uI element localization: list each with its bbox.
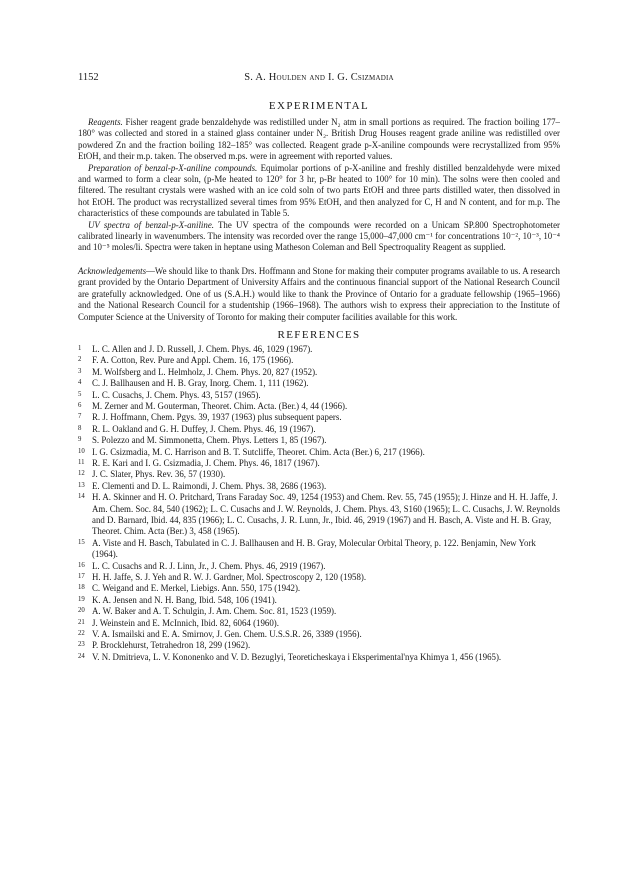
reference-text: I. G. Csizmadia, M. C. Harrison and B. T. Sutcliffe, Theoret. Chim. Acta (Ber.) 6, 217 (1966). xyxy=(92,446,425,457)
reference-item xyxy=(78,390,560,401)
reference-item xyxy=(78,447,560,458)
reference-text: K. A. Jensen and N. H. Bang, Ibid. 548, 106 (1941). xyxy=(92,594,277,605)
reference-text: J. C. Slater, Phys. Rev. 36, 57 (1930). xyxy=(92,469,226,480)
reference-item xyxy=(78,652,560,663)
paragraph-text: Fisher reagent grade benzaldehyde was redistilled under N₂ atm in small portions as required. The fraction boiling 177–180° was collected and stored in a stained glass container under N₂. British Drug Houses reagent grade aniline was redistilled over powdered Zn and the fraction boiling 182–185° was collected. Reagent grade p-X-aniline compounds were recrystallized from 95% EtOH, and their m.p. taken. The observed m.ps. were in agreement with reported values. xyxy=(78,117,560,162)
reference-number: 10 xyxy=(78,447,85,455)
reference-item xyxy=(78,378,560,389)
reference-list xyxy=(78,344,560,663)
reference-item xyxy=(78,538,560,561)
reference-text: L. C. Cusachs, J. Chem. Phys. 43, 5157 (1965). xyxy=(92,389,261,400)
reference-text: V. A. Ismailski and E. A. Smirnov, J. Gen. Chem. U.S.S.R. 26, 3389 (1956). xyxy=(92,629,362,640)
reference-item xyxy=(78,367,560,378)
reference-text: H. H. Jaffe, S. J. Yeh and R. W. J. Gardner, Mol. Spectroscopy 2, 120 (1958). xyxy=(92,572,367,583)
reference-text: V. N. Dmitrieva, L. V. Kononenko and V. D. Bezuglyi, Teoreticheskaya i Eksperimental'nya Khimya 1, 456 (1965). xyxy=(92,651,502,662)
reference-number: 2 xyxy=(78,356,82,364)
reference-item xyxy=(78,401,560,412)
reference-text: E. Clementi and D. L. Raimondi, J. Chem. Phys. 38, 2686 (1963). xyxy=(92,480,327,491)
reference-number: 23 xyxy=(78,641,85,649)
reference-number: 19 xyxy=(78,595,85,603)
experimental-section xyxy=(78,117,560,254)
paragraph-text: The UV spectra of the compounds were recorded on a Unicam SP.800 Spectrophotometer calibrated linearly in wavenumbers. The intensity was recorded over the range 15,000–47,000 cm⁻¹ for concentrations 10⁻², 10⁻³, 10⁻⁴ and 10⁻⁵ moles/li. Spectra were taken in heptane using Matheson Coleman and Bell Spectroquality Reagent as supplied. xyxy=(78,219,560,253)
page xyxy=(78,72,560,663)
reference-item xyxy=(78,595,560,606)
reference-item xyxy=(78,424,560,435)
reference-number: 16 xyxy=(78,561,85,569)
reference-text: H. A. Skinner and H. O. Pritchard, Trans Faraday Soc. 49, 1254 (1953) and Chem. Rev. 55, 745 (1955); J. Hinze and H. H. Jaffe, J. Am. Chem. Soc. 84, 540 (1962); L. C. Cusachs and J. W. Reynolds, J. Chem. Phys. 43, S160 (1965); L. C. Cusachs, J. W. Reynolds and D. Barnard, Ibid. 44, 835 (1966); L. C. Cusachs, J. R. Lunn, Jr., Ibid. 46, 2919 (1967) and H. Basch, A. Viste and H. B. Gray, Theoret. Chim. Acta (Ber.) 3, 458 (1965). xyxy=(92,492,560,537)
reference-text: C. J. Ballhausen and H. B. Gray, Inorg. Chem. 1, 111 (1962). xyxy=(92,378,309,389)
paragraph-text: Equimolar portions of p-X-aniline and freshly distilled benzaldehyde were mixed and warmed to form a clear soln, (p-Me heated to 120° for 3 hr, p-Br heated to 100° for 10 min). The solns were then cooled and filtered. The resultant crystals were washed with an ice cold soln of two parts EtOH and three parts distilled water, then dissolved in hot EtOH. The product was recrystallized several times from 95% EtOH, and then analyzed for C, H and N content, and for m.p. The characteristics of these compounds are tabulated in Table 5. xyxy=(78,162,561,219)
acknowledgements-lead: Acknowledgements xyxy=(78,265,147,276)
reference-item xyxy=(78,412,560,423)
reference-number: 4 xyxy=(78,379,82,387)
reference-text: L. C. Allen and J. D. Russell, J. Chem. Phys. 46, 1029 (1967). xyxy=(92,343,313,354)
section-heading-experimental: EXPERIMENTAL xyxy=(268,100,370,112)
reference-number: 12 xyxy=(78,470,85,478)
paragraph-preparation xyxy=(78,163,560,220)
reference-number: 17 xyxy=(78,573,85,581)
reference-text: R. J. Hoffmann, Chem. Pgys. 39, 1937 (1963) plus subsequent papers. xyxy=(92,412,342,423)
reference-item xyxy=(78,469,560,480)
reference-item xyxy=(78,629,560,640)
reference-number: 9 xyxy=(78,436,82,444)
reference-item xyxy=(78,344,560,355)
reference-text: C. Weigand and E. Merkel, Liebigs. Ann. 550, 175 (1942). xyxy=(92,583,301,594)
reference-text: P. Brocklehurst, Tetrahedron 18, 299 (1962). xyxy=(92,640,251,651)
reference-text: R. E. Kari and I. G. Csizmadia, J. Chem. Phys. 46, 1817 (1967). xyxy=(92,457,320,468)
reference-item xyxy=(78,355,560,366)
section-heading-references: REFERENCES xyxy=(277,328,361,341)
reference-number: 18 xyxy=(78,584,85,592)
reference-text: F. A. Cotton, Rev. Pure and Appl. Chem. 16, 175 (1966). xyxy=(92,355,294,366)
acknowledgements-text: —We should like to thank Drs. Hoffmann and Stone for making their computer programs available to us. A research grant provided by the Ontario Department of University Affairs and the continuous financial support of the National Research Council are gratefully acknowledged. One of us (S.A.H.) would like to thank the Province of Ontario for a graduate fellowship (1965–1966) and the National Research Council for a studentship (1966–1968). The authors wish to express their appreciation to the Institute of Computer Science at the University of Toronto for making their computer facilities available for this work. xyxy=(78,265,560,322)
reference-number: 3 xyxy=(78,367,82,375)
running-authors: S. A. Houlden and I. G. Csizmadia xyxy=(244,72,394,83)
reference-number: 20 xyxy=(78,607,85,615)
running-head xyxy=(78,72,560,86)
reference-item xyxy=(78,583,560,594)
paragraph-lead: Reagents. xyxy=(88,117,123,127)
reference-item xyxy=(78,572,560,583)
page-number: 1152 xyxy=(78,72,99,83)
paragraph-reagents xyxy=(78,117,560,163)
reference-text: L. C. Cusachs and R. J. Linn, Jr., J. Chem. Phys. 46, 2919 (1967). xyxy=(92,560,326,571)
reference-item xyxy=(78,618,560,629)
reference-number: 6 xyxy=(78,401,82,409)
reference-number: 21 xyxy=(78,618,85,626)
reference-text: S. Polezzo and M. Simmonetta, Chem. Phys. Letters 1, 85 (1967). xyxy=(92,435,327,446)
reference-item xyxy=(78,458,560,469)
paragraph-lead: Preparation of benzal-p-X-aniline compounds. xyxy=(88,162,258,173)
reference-number: 22 xyxy=(78,630,85,638)
reference-number: 14 xyxy=(78,493,85,501)
reference-number: 11 xyxy=(78,458,85,466)
reference-text: M. Wolfsberg and L. Helmholz, J. Chem. Phys. 20, 827 (1952). xyxy=(92,366,318,377)
reference-item xyxy=(78,640,560,651)
reference-text: M. Zerner and M. Gouterman, Theoret. Chim. Acta. (Ber.) 4, 44 (1966). xyxy=(92,400,348,411)
reference-number: 5 xyxy=(78,390,82,398)
paragraph-lead: UV spectra of benzal-p-X-aniline. xyxy=(88,219,214,230)
reference-text: A. W. Baker and A. T. Schulgin, J. Am. Chem. Soc. 81, 1523 (1959). xyxy=(92,606,337,617)
reference-item xyxy=(78,481,560,492)
reference-text: J. Weinstein and E. McInnich, Ibid. 82, 6064 (1960). xyxy=(92,617,279,628)
reference-text: R. L. Oakland and G. H. Duffey, J. Chem. Phys. 46, 19 (1967). xyxy=(92,423,316,434)
paragraph-uv-spectra xyxy=(78,220,560,254)
reference-number: 13 xyxy=(78,481,85,489)
reference-item xyxy=(78,561,560,572)
reference-item xyxy=(78,435,560,446)
reference-item xyxy=(78,606,560,617)
reference-number: 8 xyxy=(78,424,82,432)
reference-number: 24 xyxy=(78,652,85,660)
reference-number: 1 xyxy=(78,344,82,352)
reference-item xyxy=(78,492,560,538)
reference-number: 7 xyxy=(78,413,82,421)
reference-text: A. Viste and H. Basch, Tabulated in C. J. Ballhausen and H. B. Gray, Molecular Orbital Theory, p. 122. Benjamin, New York (1964). xyxy=(92,537,536,560)
reference-number: 15 xyxy=(78,538,85,546)
acknowledgements xyxy=(78,266,560,323)
